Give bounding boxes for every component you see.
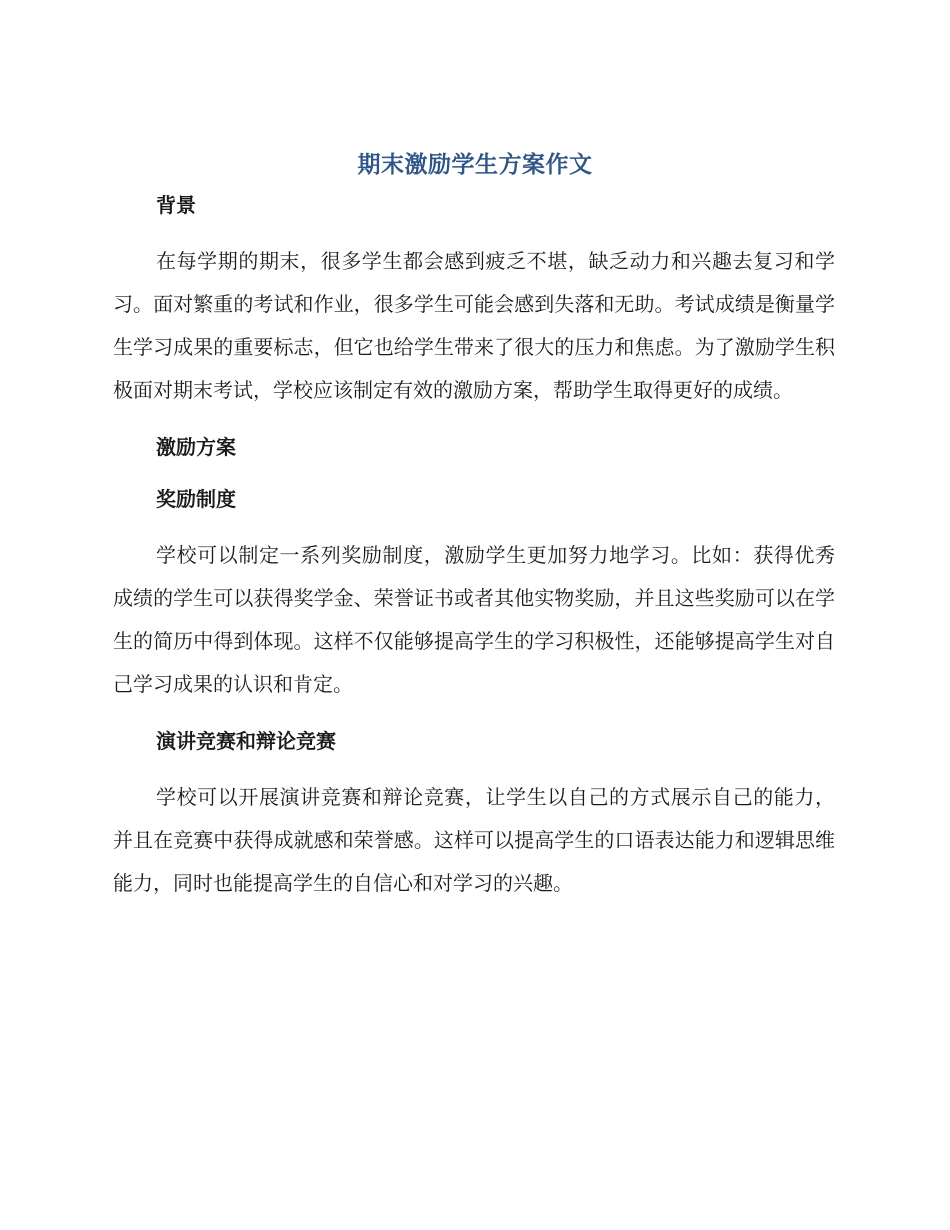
paragraph-background: 在每学期的期末，很多学生都会感到疲乏不堪，缺乏动力和兴趣去复习和学习。面对繁重的考试和作业，很多学生可能会感到失落和无助。考试成绩是衡量学生学习成果的重要标志，但它也给学生带来了很大的压力和焦虑。为了激励学生积极面对期末考试，学校应该制定有效的激励方案，帮助学生取得更好的成绩。 [113, 249, 835, 402]
heading-incentive-plan: 激励方案 [156, 435, 236, 459]
heading-reward-system: 奖励制度 [156, 487, 236, 511]
paragraph-reward-system: 学校可以制定一系列奖励制度，激励学生更加努力地学习。比如：获得优秀成绩的学生可以获得奖学金、荣誉证书或者其他实物奖励，并且这些奖励可以在学生的简历中得到体现。这样不仅能够提高学生的学习积极性，还能够提高学生对自己学习成果的认识和肯定。 [113, 543, 835, 696]
heading-background: 背景 [156, 193, 196, 217]
document-body [113, 188, 835, 905]
document-title: 期末激励学生方案作文 [357, 152, 593, 178]
paragraph-speech-debate: 学校可以开展演讲竞赛和辩论竞赛，让学生以自己的方式展示自己的能力，并且在竞赛中获得成就感和荣誉感。这样可以提高学生的口语表达能力和逻辑思维能力，同时也能提高学生的自信心和对学习的兴趣。 [113, 785, 835, 895]
heading-speech-debate: 演讲竞赛和辩论竞赛 [156, 729, 336, 753]
